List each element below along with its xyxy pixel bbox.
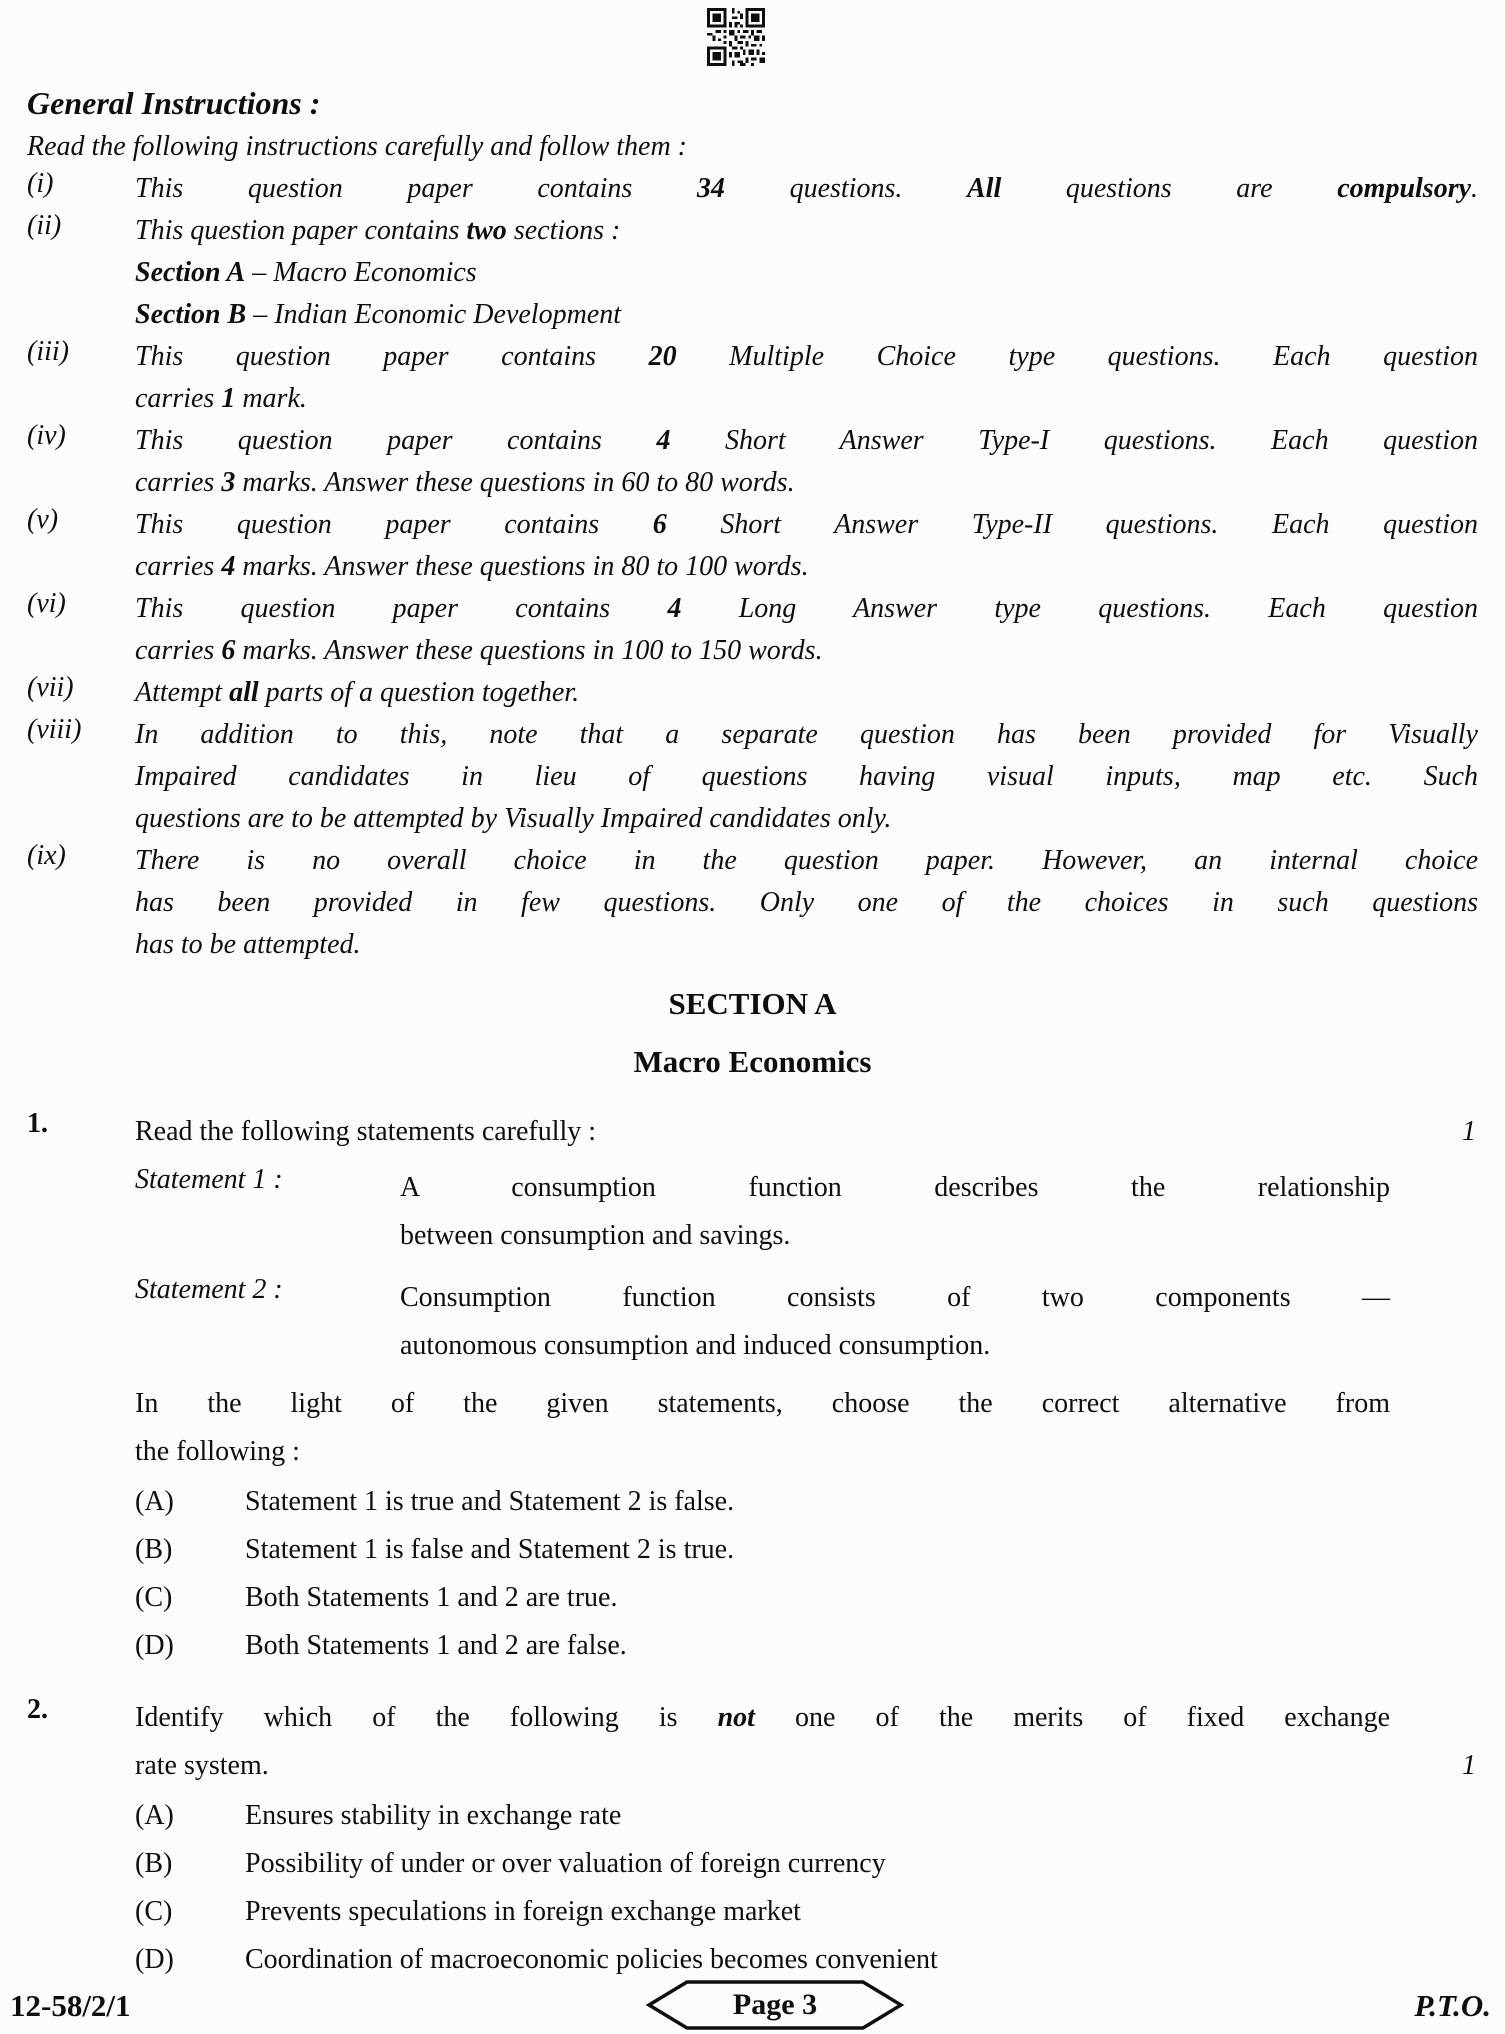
instruction-label: (vii) [27,672,74,703]
option-letter: (D) [135,1944,174,1975]
option-b [135,1840,1390,1888]
question-2-options [27,1792,1390,1984]
option-text: Coordination of macroeconomic policies becomes convenient [245,1944,938,1975]
question-1-options [27,1478,1390,1670]
statement-2 [27,1274,1390,1370]
option-letter: (B) [135,1534,173,1565]
instruction-item-viii [27,714,1478,840]
instruction-line: This question paper contains 4 Short Answer Type-I questions. Each question [135,425,1478,456]
general-instructions-heading: General Instructions : [27,85,321,121]
question-1 [27,1108,1478,1670]
statement-1-label: Statement 1 : [135,1164,283,1195]
page-number: Page 3 [732,1988,818,2021]
instruction-line: questions are to be attempted by Visually Impaired candidates only. [135,803,892,834]
option-letter: (A) [135,1486,174,1517]
option-a [135,1792,1390,1840]
question-1-lead: Read the following statements carefully : [135,1116,597,1147]
section-title: SECTION A [668,986,837,1021]
instruction-line: There is no overall choice in the question paper. However, an internal choice [135,845,1478,876]
instruction-line: This question paper contains 34 questions. All questions are compulsory. [135,173,1479,204]
instruction-line: carries 4 marks. Answer these questions in 80 to 100 words. [135,551,809,582]
question-2 [27,1694,1478,1984]
question-2-marks: 1 [1462,1750,1476,1781]
instruction-line: Impaired candidates in lieu of questions having visual inputs, map etc. Such [135,761,1478,792]
question-2-lead: Identify which of the following is not one of the merits of fixed exchange [135,1702,1391,1733]
page-number-badge [645,1979,905,2031]
instruction-item-iii [27,336,1478,420]
section-subtitle: Macro Economics [633,1044,872,1079]
option-d [135,1622,1390,1670]
option-letter: (B) [135,1848,173,1879]
option-letter: (C) [135,1582,173,1613]
instruction-line: This question paper contains two sections : [135,215,621,246]
option-text: Both Statements 1 and 2 are true. [245,1582,618,1613]
closing-line: In the light of the given statements, choose the correct alternative from [135,1388,1390,1419]
question-1-marks: 1 [1462,1116,1476,1147]
pto-label: P.T.O. [1414,1988,1491,2023]
instruction-line: This question paper contains 4 Long Answer type questions. Each question [135,593,1478,624]
option-text: Both Statements 1 and 2 are false. [245,1630,627,1661]
option-letter: (A) [135,1800,174,1831]
instruction-label: (v) [27,504,59,535]
instructions-intro: Read the following instructions carefully and follow them : [27,131,688,162]
qr-code-graphic [706,8,766,66]
instruction-line: Attempt all parts of a question together. [135,677,580,708]
instruction-item-v [27,504,1478,588]
instruction-line: In addition to this, note that a separate question has been provided for Visually [135,719,1478,750]
instruction-label: (iv) [27,420,66,451]
statement-1-line: between consumption and savings. [400,1220,791,1251]
option-c [135,1888,1390,1936]
instruction-line: Section B – Indian Economic Development [135,299,622,330]
instruction-line: carries 3 marks. Answer these questions in 60 to 80 words. [135,467,795,498]
instruction-line: This question paper contains 6 Short Answer Type-II questions. Each question [135,509,1479,540]
option-c [135,1574,1390,1622]
option-text: Prevents speculations in foreign exchange market [245,1896,801,1927]
statement-2-line: autonomous consumption and induced consumption. [400,1330,991,1361]
question-2-number: 2. [27,1694,48,1725]
question-2-lead: rate system. [135,1750,269,1781]
instruction-item-vi [27,588,1478,672]
option-d [135,1936,1390,1984]
qr-code [706,8,766,66]
instruction-line: Section A – Macro Economics [135,257,477,288]
option-text: Possibility of under or over valuation of foreign currency [245,1848,886,1879]
option-text: Ensures stability in exchange rate [245,1800,622,1831]
option-text: Statement 1 is false and Statement 2 is true. [245,1534,735,1565]
question-1-number: 1. [27,1108,48,1139]
instruction-line: carries 6 marks. Answer these questions in 100 to 150 words. [135,635,823,666]
option-a [135,1478,1390,1526]
instruction-line: This question paper contains 20 Multiple Choice type questions. Each question [135,341,1479,372]
instruction-label: (vi) [27,588,66,619]
instruction-label: (iii) [27,336,69,367]
question-1-closing [27,1380,1390,1476]
instruction-item-vii [27,672,1478,714]
statement-2-label: Statement 2 : [135,1274,283,1305]
statement-2-line: Consumption function consists of two components — [400,1282,1390,1313]
instruction-item-iv [27,420,1478,504]
option-b [135,1526,1390,1574]
page-content [27,80,1478,1984]
instruction-label: (ii) [27,210,62,241]
instruction-item-ii [27,210,1478,336]
statement-1-line: A consumption function describes the relationship [400,1172,1390,1203]
instruction-item-i [27,168,1478,210]
instruction-item-ix [27,840,1478,966]
instruction-line: carries 1 mark. [135,383,307,414]
closing-line: the following : [135,1436,300,1467]
option-text: Statement 1 is true and Statement 2 is false. [245,1486,735,1517]
general-instructions [27,80,1478,966]
option-letter: (D) [135,1630,174,1661]
instruction-label: (viii) [27,714,82,745]
option-letter: (C) [135,1896,173,1927]
instruction-line: has been provided in few questions. Only one of the choices in such questions [135,887,1478,918]
instruction-line: has to be attempted. [135,929,361,960]
statement-1 [27,1164,1390,1260]
instruction-label: (i) [27,168,54,199]
instruction-label: (ix) [27,840,66,871]
paper-code: 12-58/2/1 [10,1988,131,2023]
